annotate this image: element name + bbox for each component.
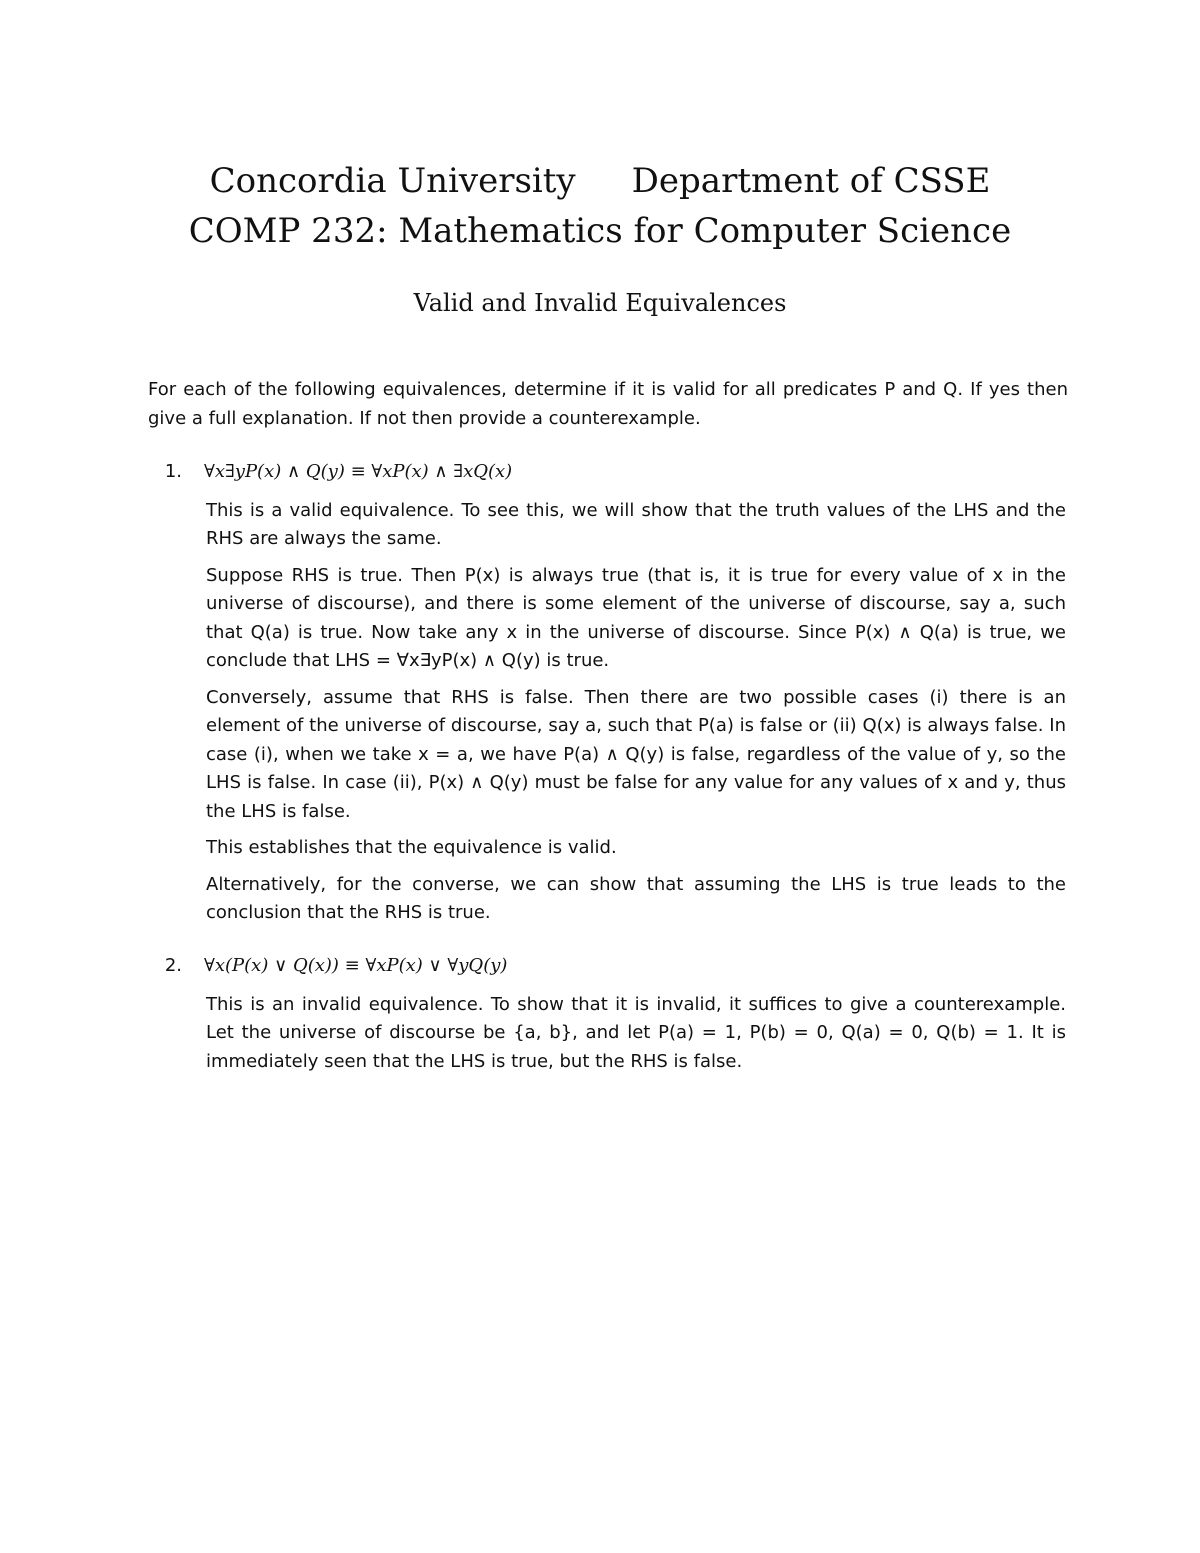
course-title: COMP 232: Mathematics for Computer Science bbox=[188, 211, 1012, 251]
item-1-paragraph-2: Suppose RHS is true. Then P(x) is always true (that is, it is true for every value of x in the universe of discourse), and there is some element of the universe of discourse, say a, such that Q(a) is true. Now take any x in the universe of discourse. Since P(x) ∧ Q(a) is true, we conclude that LHS = ∀x∃yP(x) ∧ Q(y) is true. bbox=[206, 564, 1066, 671]
item-1-paragraph-3: Conversely, assume that RHS is false. Then there are two possible cases (i) there is an element of the universe of discourse, say a, such that P(a) is false or (ii) Q(x) is always false. In case (i), when we take x = a, we have P(a) ∧ Q(y) is false, regardless of the value of y, so the LHS is false. In case (ii), P(x) ∧ Q(y) must be false for any value for any values of x and y, thus the LHS is false. bbox=[206, 686, 1066, 822]
item-1-heading bbox=[148, 458, 1068, 487]
item-2-heading bbox=[148, 952, 1068, 981]
equivalence-item-2 bbox=[148, 952, 1068, 1076]
item-1-paragraph-1: This is a valid equivalence. To see this, we will show that the truth values of the LHS and the RHS are always the same. bbox=[206, 499, 1066, 549]
intro-paragraph: For each of the following equivalences, determine if it is valid for all predicates P and Q. If yes then give a full explanation. If not then provide a counterexample. bbox=[148, 379, 1068, 429]
document-header bbox=[0, 156, 1200, 320]
equivalence-item-1 bbox=[148, 458, 1068, 928]
item-2-formula: ∀x(P(x) ∨ Q(x)) ≡ ∀xP(x) ∨ ∀yQ(y) bbox=[204, 955, 508, 976]
item-1-formula: ∀x∃yP(x) ∧ Q(y) ≡ ∀xP(x) ∧ ∃xQ(x) bbox=[204, 461, 513, 482]
item-1-paragraph-4: This establishes that the equivalence is valid. bbox=[206, 837, 617, 858]
item-1-number: 1. bbox=[164, 461, 182, 482]
header-institution-line bbox=[0, 156, 1200, 206]
item-2-paragraph-1: This is an invalid equivalence. To show that it is invalid, it suffices to give a counterexample. Let the universe of discourse be {a, b}, and let P(a) = 1, P(b) = 0, Q(a) = 0, Q(b) = 1. It is immediately seen that the LHS is true, but the RHS is false. bbox=[206, 993, 1066, 1072]
department-name: Department of CSSE bbox=[631, 161, 991, 201]
university-name: Concordia University bbox=[209, 161, 576, 201]
item-1-paragraph-5: Alternatively, for the converse, we can show that assuming the LHS is true leads to the conclusion that the RHS is true. bbox=[206, 873, 1066, 923]
item-2-number: 2. bbox=[164, 955, 182, 976]
document-title: Valid and Invalid Equivalences bbox=[413, 289, 787, 317]
